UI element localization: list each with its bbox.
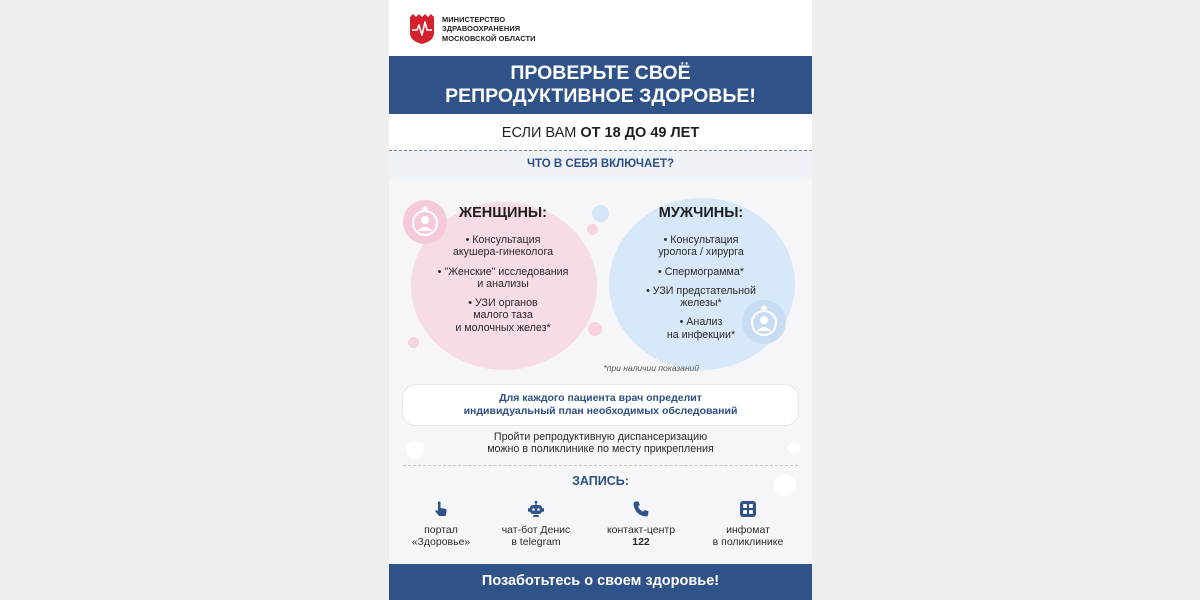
header bbox=[389, 0, 812, 56]
option-label-2: в поликлинике bbox=[712, 536, 784, 549]
kiosk-grid-icon bbox=[739, 500, 757, 518]
title-line-2: РЕПРОДУКТИВНОЕ ЗДОРОВЬЕ! bbox=[445, 85, 756, 107]
signup-option-portal[interactable] bbox=[391, 500, 491, 549]
pointer-hand-icon bbox=[432, 500, 450, 518]
dispanser-line-2: можно в поликлинике по месту прикрепления bbox=[487, 443, 714, 456]
list-item: • "Женские" исследования и анализы bbox=[437, 265, 569, 290]
age-range: ОТ 18 ДО 49 ЛЕТ bbox=[580, 125, 700, 141]
ministry-line-1: МИНИСТЕРСТВО bbox=[442, 15, 506, 24]
option-label-1: портал bbox=[424, 524, 458, 536]
option-label-1: контакт-центр bbox=[606, 524, 676, 536]
footnote: *при наличии показаний bbox=[603, 363, 699, 373]
footer-slogan: Позаботьтесь о своем здоровье! bbox=[389, 564, 812, 600]
women-services-list bbox=[413, 234, 593, 341]
ministry-emblem-icon bbox=[409, 13, 435, 45]
ministry-line-2: ЗДРАВООХРАНЕНИЯ bbox=[442, 24, 521, 34]
phone-icon bbox=[632, 500, 650, 518]
age-prefix: ЕСЛИ ВАМ bbox=[501, 125, 581, 141]
signup-option-kiosk[interactable] bbox=[698, 500, 798, 549]
list-item: • Спермограмма* bbox=[658, 265, 744, 278]
ministry-name bbox=[442, 15, 536, 43]
option-label-1: инфомат bbox=[726, 524, 770, 536]
plan-line-2: индивидуальный план необходимых обследований bbox=[463, 405, 738, 417]
robot-icon bbox=[527, 500, 545, 518]
signup-option-contact-center[interactable] bbox=[591, 500, 691, 549]
list-item: • Анализ на инфекции* bbox=[666, 316, 736, 341]
decor-bubble bbox=[592, 205, 609, 222]
page-title bbox=[389, 56, 812, 114]
list-item: • Консультация уролога / хирурга bbox=[658, 234, 744, 259]
age-requirement bbox=[389, 114, 812, 150]
list-item: • УЗИ органов малого таза и молочных желез* bbox=[455, 297, 551, 334]
men-title: МУЖЧИНЫ: bbox=[658, 205, 744, 221]
divider-dashed bbox=[403, 465, 798, 466]
individual-plan-note bbox=[402, 384, 799, 426]
option-label-1: чат-бот Денис bbox=[501, 524, 571, 536]
plan-line-1: Для каждого пациента врач определит bbox=[499, 392, 702, 404]
list-item: • УЗИ предстательной железы* bbox=[646, 284, 756, 310]
signup-option-telegram-bot[interactable] bbox=[486, 500, 586, 549]
men-services-list bbox=[611, 234, 791, 348]
signup-options bbox=[389, 500, 812, 550]
women-title: ЖЕНЩИНЫ: bbox=[459, 205, 547, 221]
list-item: • Консультация акушера-гинеколога bbox=[452, 234, 554, 259]
signup-title: ЗАПИСЬ: bbox=[572, 474, 629, 488]
dispanserization-note bbox=[389, 431, 812, 456]
dispanser-line-1: Пройти репродуктивную диспансеризацию bbox=[493, 431, 708, 443]
contact-center-number: 122 bbox=[632, 536, 650, 549]
option-label-2: «Здоровье» bbox=[411, 536, 471, 549]
ministry-line-3: МОСКОВСКОЙ ОБЛАСТИ bbox=[442, 33, 536, 43]
title-line-1: ПРОВЕРЬТЕ СВОЁ bbox=[510, 62, 691, 84]
option-label-2: в telegram bbox=[511, 536, 561, 549]
poster bbox=[389, 0, 812, 600]
includes-heading: ЧТО В СЕБЯ ВКЛЮЧАЕТ? bbox=[389, 151, 812, 179]
